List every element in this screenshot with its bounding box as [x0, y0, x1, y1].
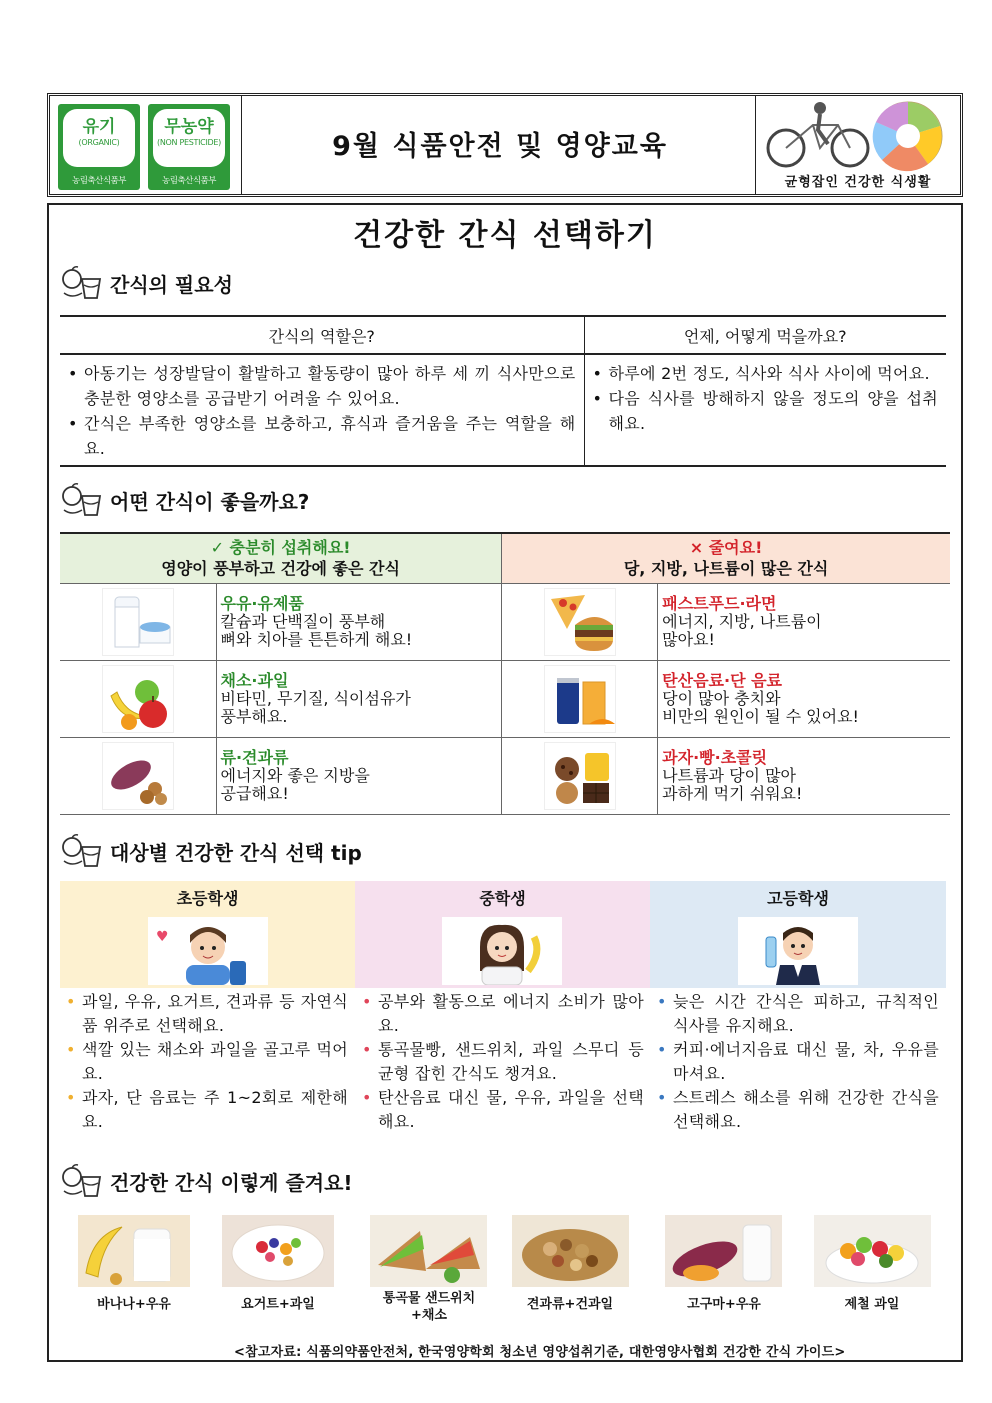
organic-badge-title: 유기 — [82, 117, 116, 137]
apple-cup-icon — [60, 482, 104, 518]
bad-item-title: 탄산음료·단 음료 — [662, 670, 783, 690]
good-item-image — [60, 583, 216, 660]
tip-label-middle: 중학생 — [479, 889, 526, 908]
bad-snack-header — [502, 533, 950, 583]
high-tip-list — [657, 990, 939, 1134]
snack-label: 바나나+우유 — [97, 1297, 171, 1312]
list-item: • 하루에 2번 정도, 식사와 식사 사이에 먹어요. — [592, 364, 930, 383]
bad-item-image — [502, 583, 658, 660]
nuts-dried-fruit-icon — [512, 1215, 629, 1287]
fruits-icon — [102, 665, 174, 733]
bad-item-desc: 당이 많아 충치와 — [662, 688, 781, 708]
good-item-desc: 에너지와 좋은 지방을 — [220, 765, 370, 785]
sweet-potato-milk-icon — [665, 1215, 782, 1287]
section-heading-text: 건강한 간식 이렇게 즐겨요! — [110, 1170, 353, 1195]
section-heading-enjoy — [60, 1163, 353, 1199]
sweet-potato-nuts-icon — [102, 742, 174, 810]
tip-label-elementary: 초등학생 — [176, 889, 239, 908]
good-desc: 영양이 풍부하고 건강에 좋은 간식 — [161, 559, 400, 579]
list-item: • 공부와 활동으로 에너지 소비가 많아요. — [362, 992, 644, 1035]
pizza-burger-icon — [544, 588, 616, 656]
balanced-diet-illustration — [755, 96, 960, 194]
snack-label: 요거트+과일 — [241, 1297, 315, 1312]
section-heading-text: 대상별 건강한 간식 선택 tip — [110, 840, 362, 865]
good-item-text — [216, 583, 502, 660]
snack-label: 견과류+건과일 — [526, 1297, 614, 1312]
section-heading-tips — [60, 833, 362, 869]
list-item: • 커피·에너지음료 대신 물, 차, 우유를 마셔요. — [657, 1040, 939, 1083]
sandwich-icon — [370, 1215, 487, 1287]
when-cell — [584, 354, 946, 466]
bad-desc: 당, 지방, 나트륨이 많은 간식 — [623, 559, 829, 579]
good-item-title: 채소·과일 — [220, 670, 289, 690]
section-heading-text: 어떤 간식이 좋을까요? — [110, 489, 310, 514]
high-student-avatar — [738, 917, 858, 985]
list-item: • 색깔 있는 채소와 과일을 골고루 먹어요. — [66, 1040, 348, 1083]
elementary-tip-list — [66, 990, 348, 1134]
main-title: 건강한 간식 선택하기 — [353, 218, 657, 253]
bad-item-title: 패스트푸드·라면 — [662, 593, 777, 613]
section-heading-good-snack — [60, 482, 309, 518]
good-item-title: 우유·유제품 — [220, 593, 304, 613]
apple-cup-icon — [60, 265, 104, 301]
svg-text:♥: ♥ — [156, 929, 169, 945]
cookies-chocolate-icon — [544, 742, 616, 810]
seasonal-fruit-icon — [814, 1215, 931, 1287]
bad-item-desc: 비만의 원인이 될 수 있어요! — [662, 706, 859, 726]
page-title: 9월 식품안전 및 영양교육 — [332, 131, 668, 162]
soda-juice-icon — [544, 665, 616, 733]
list-item: • 스트레스 해소를 위해 건강한 간식을 선택해요. — [657, 1088, 939, 1131]
snack-comparison-table — [60, 532, 950, 815]
bad-item-text — [658, 660, 950, 737]
list-item: • 탄산음료 대신 물, 우유, 과일을 선택해요. — [362, 1088, 644, 1131]
reference-note: <참고자료: 식품의약품안전처, 한국영양학회 청소년 영양섭취기준, 대한영양사협회 건강한 간식 가이드> — [234, 1345, 846, 1360]
nonpesticide-badge-title: 무농약 — [164, 117, 214, 137]
list-item: • 아동기는 성장발달이 활발하고 활동량이 많아 하루 세 끼 식사만으로 충분한 영양소를 공급받기 어려울 수 있어요. — [68, 364, 576, 408]
good-item-image — [60, 737, 216, 814]
list-item: • 간식은 부족한 영양소를 보충하고, 휴식과 즐거움을 주는 역할을 해요. — [68, 414, 576, 458]
col-header-when: 언제, 어떻게 먹을까요? — [584, 316, 946, 354]
tip-label-high: 고등학생 — [767, 889, 829, 908]
good-item-title: 류·견과류 — [220, 747, 289, 767]
banana-milk-icon — [78, 1215, 190, 1287]
list-item: • 통곡물빵, 샌드위치, 과일 스무디 등 균형 잡힌 간식도 챙겨요. — [362, 1040, 644, 1083]
organic-badge — [58, 104, 140, 190]
good-item-text — [216, 737, 502, 814]
snack-label: 통곡물 샌드위치 +채소 — [382, 1291, 476, 1323]
list-item: • 과자, 단 음료는 주 1~2회로 제한해요. — [66, 1088, 348, 1131]
good-item-desc: 뼈와 치아를 튼튼하게 해요! — [220, 629, 413, 649]
organic-badge-org: 농림축산식품부 — [72, 176, 126, 186]
yogurt-fruit-icon — [222, 1215, 334, 1287]
good-item-desc: 칼슘과 단백질이 풍부해 — [220, 611, 386, 631]
apple-cup-icon — [60, 1163, 104, 1199]
bad-item-text — [658, 583, 950, 660]
nonpesticide-badge — [148, 104, 230, 190]
milk-yogurt-icon — [102, 588, 174, 656]
good-item-desc: 공급해요! — [220, 783, 289, 803]
bad-item-desc: 과하게 먹기 쉬워요! — [662, 783, 803, 803]
table-row — [60, 583, 950, 660]
table-row — [60, 660, 950, 737]
section-heading-text: 간식의 필요성 — [110, 272, 233, 297]
bad-item-desc: 에너지, 지방, 나트륨이 — [662, 611, 822, 631]
good-item-desc: 풍부해요. — [220, 706, 288, 726]
good-item-desc: 비타민, 무기질, 식이섬유가 — [220, 688, 411, 708]
header-caption: 균형잡인 건강한 식생활 — [784, 175, 932, 190]
nonpesticide-badge-org: 농림축산식품부 — [162, 176, 216, 186]
snack-label: 고구마+우유 — [687, 1297, 761, 1312]
list-item: • 과일, 우유, 요거트, 견과류 등 자연식품 위주로 선택해요. — [66, 992, 348, 1035]
organic-badge-sub: (ORGANIC) — [78, 138, 120, 147]
good-mark: ✓ 충분히 섭취해요! — [210, 538, 351, 558]
bad-mark: × 줄여요! — [689, 538, 763, 558]
good-snack-header — [60, 533, 502, 583]
section-heading-need — [60, 265, 233, 301]
nonpesticide-badge-sub: (NON PESTICIDE) — [157, 138, 221, 147]
bad-item-desc: 나트륨과 당이 많아 — [662, 765, 796, 785]
bad-item-text — [658, 737, 950, 814]
bad-item-title: 과자·빵·초콜릿 — [662, 747, 768, 767]
table-row — [60, 737, 950, 814]
snack-label: 제철 과일 — [844, 1297, 900, 1312]
certification-badges — [50, 96, 242, 194]
col-header-role: 간식의 역할은? — [60, 316, 584, 354]
apple-cup-icon — [60, 833, 104, 869]
bad-item-image — [502, 660, 658, 737]
bicycle-food-wheel-icon — [758, 100, 958, 178]
middle-student-avatar — [442, 917, 562, 985]
list-item: • 다음 식사를 방해하지 않을 정도의 양을 섭취해요. — [592, 389, 938, 433]
middle-tip-list — [362, 990, 644, 1134]
good-item-image — [60, 660, 216, 737]
bad-item-desc: 많아요! — [662, 629, 715, 649]
list-item: • 늦은 시간 간식은 피하고, 규칙적인 식사를 유지해요. — [657, 992, 939, 1035]
good-item-text — [216, 660, 502, 737]
header-box — [47, 93, 963, 197]
snack-need-table — [60, 315, 946, 467]
bad-item-image — [502, 737, 658, 814]
role-cell — [60, 354, 584, 466]
elementary-student-avatar — [148, 917, 268, 985]
